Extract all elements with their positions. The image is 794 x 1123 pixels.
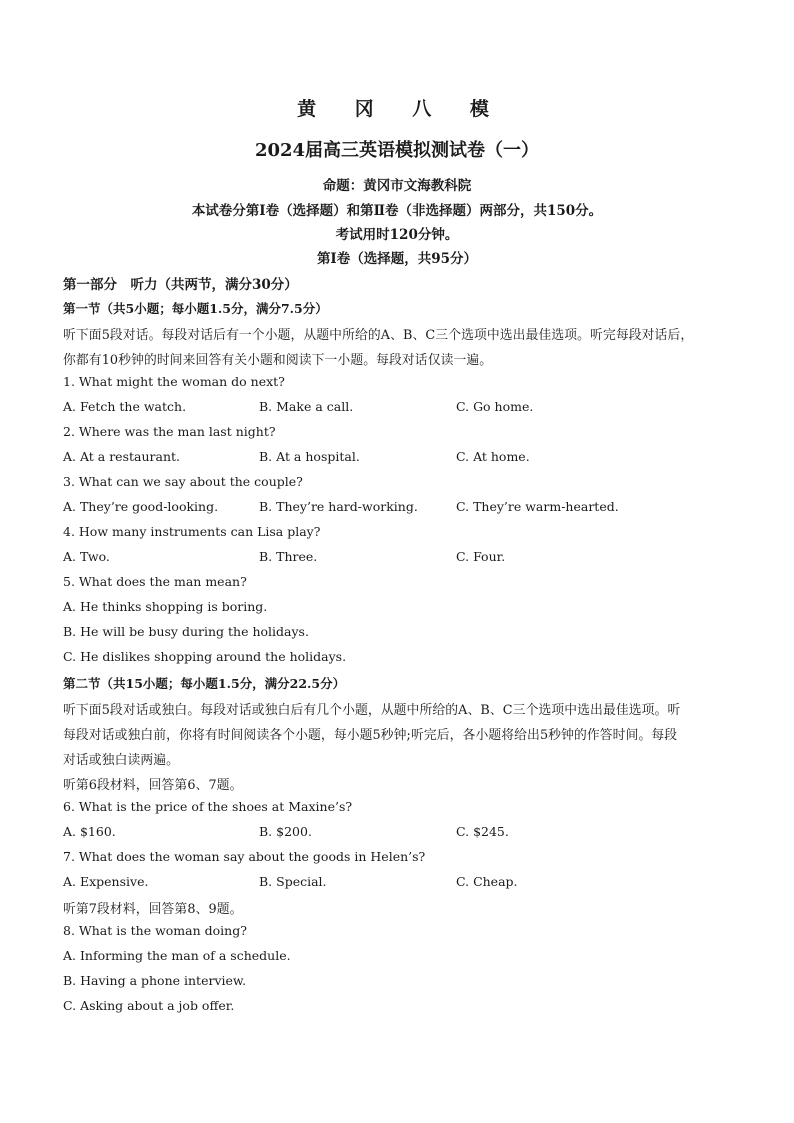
q5-option-a: A. He thinks shopping is boring. xyxy=(63,599,268,614)
q6-option-a: A. $160. xyxy=(63,824,116,839)
section2-instructions-line2: 每段对话或独白前，你将有时间阅读各个小题，每小题5秒钟;听完后，各小题将给出5秒钟的作答时间。每段 xyxy=(63,728,678,743)
section2-instructions-line1: 听下面5段对话或独白。每段对话或独白后有几个小题，从题中所给的A、B、C三个选项中选出最佳选项。听 xyxy=(63,703,681,718)
section2-heading: 第二节（共15小题；每小题1.5分，满分22.5分） xyxy=(63,676,346,691)
q4-option-c: C. Four. xyxy=(456,549,506,564)
material-6-label: 听第6段材料，回答第6、7题。 xyxy=(63,778,243,793)
material-7-label: 听第7段材料，回答第8、9题。 xyxy=(63,902,243,917)
question-4: 4. How many instruments can Lisa play? xyxy=(63,524,321,539)
question-1: 1. What might the woman do next? xyxy=(63,374,285,389)
volume-heading: 第Ⅰ卷（选择题，共95分） xyxy=(316,251,478,267)
q3-option-c: C. They’re warm-hearted. xyxy=(456,499,619,514)
q3-option-b: B. They’re hard-working. xyxy=(259,499,418,514)
section1-instructions-line1: 听下面5段对话。每段对话后有一个小题，从题中所给的A、B、C三个选项中选出最佳选项。听完每段对话后， xyxy=(63,328,694,343)
q3-option-a: A. They’re good-looking. xyxy=(63,499,219,514)
question-2: 2. Where was the man last night? xyxy=(63,424,276,439)
q7-option-a: A. Expensive. xyxy=(63,874,149,889)
exam-info-2: 考试用时120分钟。 xyxy=(335,227,459,243)
q7-option-b: B. Special. xyxy=(259,874,327,889)
exam-title: 2024届高三英语模拟测试卷（一） xyxy=(254,140,540,161)
q1-option-c: C. Go home. xyxy=(456,399,534,414)
question-6: 6. What is the price of the shoes at Maxine’s? xyxy=(63,799,353,814)
q2-option-b: B. At a hospital. xyxy=(259,449,360,464)
q2-option-c: C. At home. xyxy=(456,449,530,464)
q8-option-b: B. Having a phone interview. xyxy=(63,973,247,988)
q8-option-a: A. Informing the man of a schedule. xyxy=(63,948,291,963)
q6-option-c: C. $245. xyxy=(456,824,509,839)
q2-option-a: A. At a restaurant. xyxy=(63,449,180,464)
q4-option-b: B. Three. xyxy=(259,549,318,564)
question-8: 8. What is the woman doing? xyxy=(63,923,247,938)
q6-option-b: B. $200. xyxy=(259,824,312,839)
question-5: 5. What does the man mean? xyxy=(63,574,247,589)
section2-instructions-line3: 对话或独白读两遍。 xyxy=(63,753,180,768)
section1-instructions-line2: 你都有10秒钟的时间来回答有关小题和阅读下一小题。每段对话仅读一遍。 xyxy=(63,353,493,368)
question-3: 3. What can we say about the couple? xyxy=(63,474,303,489)
part1-heading: 第一部分 听力（共两节，满分30分） xyxy=(63,277,298,293)
exam-info-1: 本试卷分第Ⅰ卷（选择题）和第Ⅱ卷（非选择题）两部分，共150分。 xyxy=(191,203,603,219)
series-title: 黄 冈 八 模 xyxy=(297,98,505,120)
q5-option-b: B. He will be busy during the holidays. xyxy=(63,624,309,639)
question-7: 7. What does the woman say about the goods in Helen’s? xyxy=(63,849,426,864)
q7-option-c: C. Cheap. xyxy=(456,874,518,889)
q8-option-c: C. Asking about a job offer. xyxy=(63,998,235,1013)
q5-option-c: C. He dislikes shopping around the holidays. xyxy=(63,649,347,664)
exam-author: 命题：黄冈市文海教科院 xyxy=(322,178,472,194)
q1-option-a: A. Fetch the watch. xyxy=(63,399,187,414)
section1-heading: 第一节（共5小题；每小题1.5分，满分7.5分） xyxy=(63,301,328,316)
q1-option-b: B. Make a call. xyxy=(259,399,354,414)
q4-option-a: A. Two. xyxy=(63,549,110,564)
